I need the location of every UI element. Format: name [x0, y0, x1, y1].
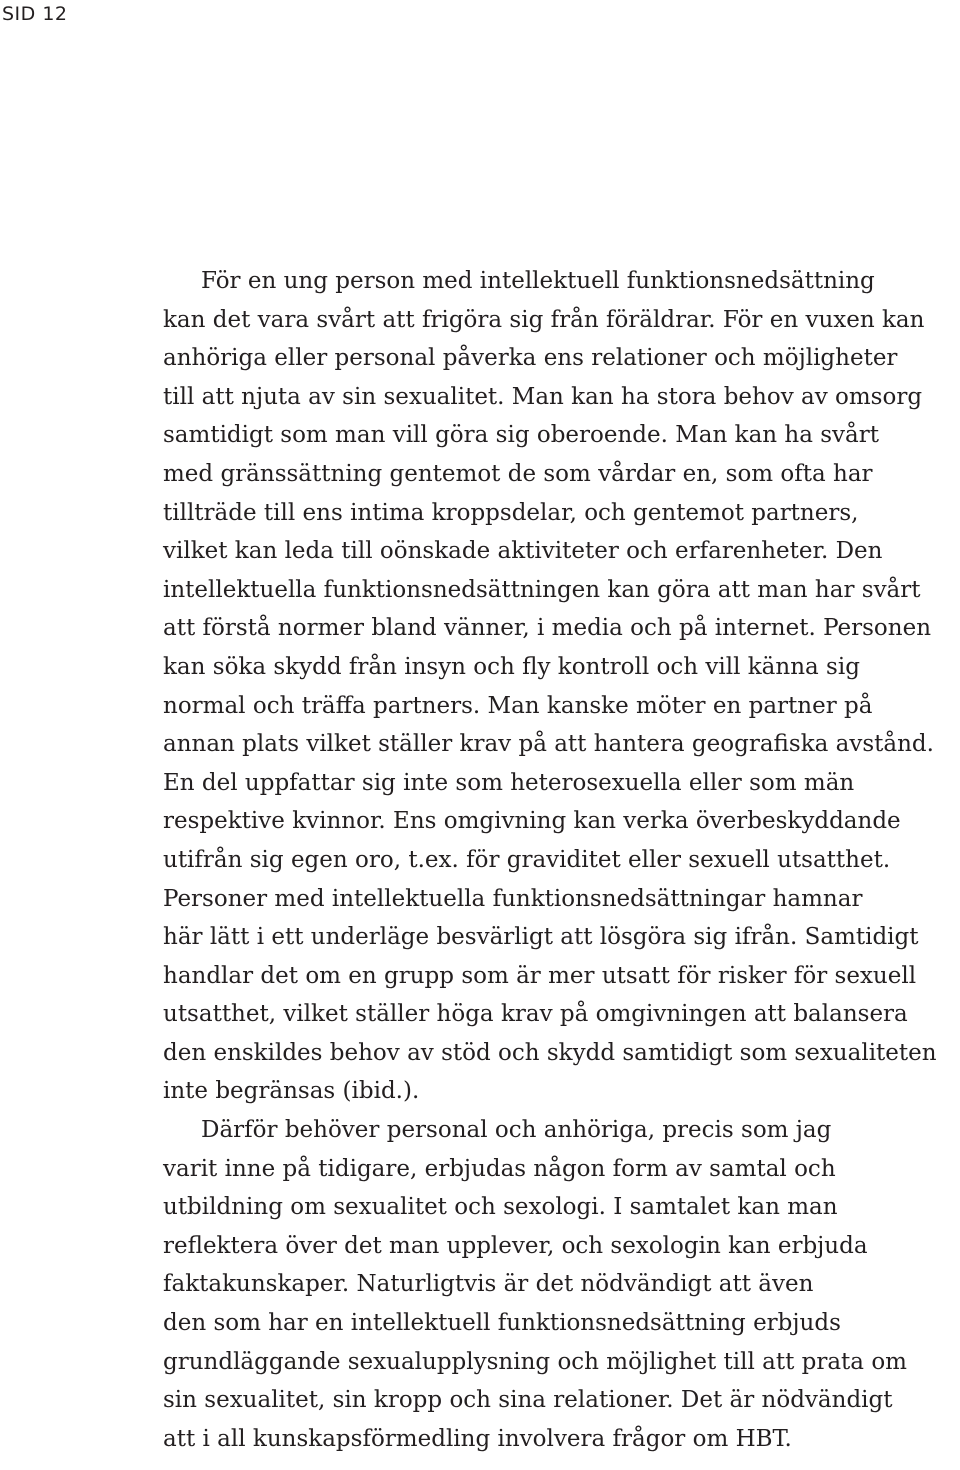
- text-line: vilket kan leda till oönskade aktiviteter och erfarenheter. Den: [163, 538, 883, 565]
- text-line: sin sexualitet, sin kropp och sina relationer. Det är nödvändigt: [163, 1387, 893, 1414]
- text-line: faktakunskaper. Naturligtvis är det nödvändigt att även: [163, 1271, 814, 1298]
- text-line: handlar det om en grupp som är mer utsatt för risker för sexuell: [163, 962, 917, 989]
- text-line: reflektera över det man upplever, och sexologin kan erbjuda: [163, 1232, 868, 1259]
- text-line: intellektuella funktionsnedsättningen kan göra att man har svårt: [163, 576, 921, 603]
- text-line: Därför behöver personal och anhöriga, precis som jag: [201, 1117, 832, 1144]
- paragraph: [163, 262, 960, 1111]
- text-line: varit inne på tidigare, erbjudas någon form av samtal och: [163, 1155, 836, 1182]
- body-text: [163, 262, 960, 1458]
- text-line: kan söka skydd från insyn och fly kontroll och vill känna sig: [163, 653, 860, 680]
- text-line: den som har en intellektuell funktionsnedsättning erbjuds: [163, 1310, 841, 1337]
- text-line: att förstå normer bland vänner, i media och på internet. Personen: [163, 615, 932, 642]
- paragraph: [163, 1111, 960, 1458]
- text-line: den enskildes behov av stöd och skydd samtidigt som sexualiteten: [163, 1039, 937, 1066]
- text-line: samtidigt som man vill göra sig oberoende. Man kan ha svårt: [163, 422, 879, 449]
- text-line: normal och träffa partners. Man kanske möter en partner på: [163, 692, 873, 719]
- text-line: grundläggande sexualupplysning och möjlighet till att prata om: [163, 1348, 907, 1375]
- text-line: anhöriga eller personal påverka ens relationer och möjligheter: [163, 345, 898, 372]
- text-line: att i all kunskapsförmedling involvera frågor om HBT.: [163, 1425, 792, 1452]
- text-line: respektive kvinnor. Ens omgivning kan verka överbeskyddande: [163, 808, 901, 835]
- text-line: En del uppfattar sig inte som heterosexuella eller som män: [163, 769, 855, 796]
- text-line: till att njuta av sin sexualitet. Man kan ha stora behov av omsorg: [163, 383, 923, 410]
- text-line: kan det vara svårt att frigöra sig från föräldrar. För en vuxen kan: [163, 306, 925, 333]
- text-line: utbildning om sexualitet och sexologi. I samtalet kan man: [163, 1194, 838, 1221]
- text-line: tillträde till ens intima kroppsdelar, och gentemot partners,: [163, 499, 859, 526]
- page-number-label: SID 12: [2, 3, 68, 25]
- text-line: Personer med intellektuella funktionsnedsättningar hamnar: [163, 885, 863, 912]
- text-line: utifrån sig egen oro, t.ex. för graviditet eller sexuell utsatthet.: [163, 846, 891, 873]
- text-line: För en ung person med intellektuell funktionsnedsättning: [201, 268, 875, 294]
- text-line: inte begränsas (ibid.).: [163, 1078, 420, 1105]
- text-line: här lätt i ett underläge besvärligt att lösgöra sig ifrån. Samtidigt: [163, 924, 919, 951]
- text-line: utsatthet, vilket ställer höga krav på omgivningen att balansera: [163, 1001, 908, 1028]
- text-line: annan plats vilket ställer krav på att hantera geografiska avstånd.: [163, 731, 934, 758]
- text-line: med gränssättning gentemot de som vårdar en, som ofta har: [163, 460, 873, 487]
